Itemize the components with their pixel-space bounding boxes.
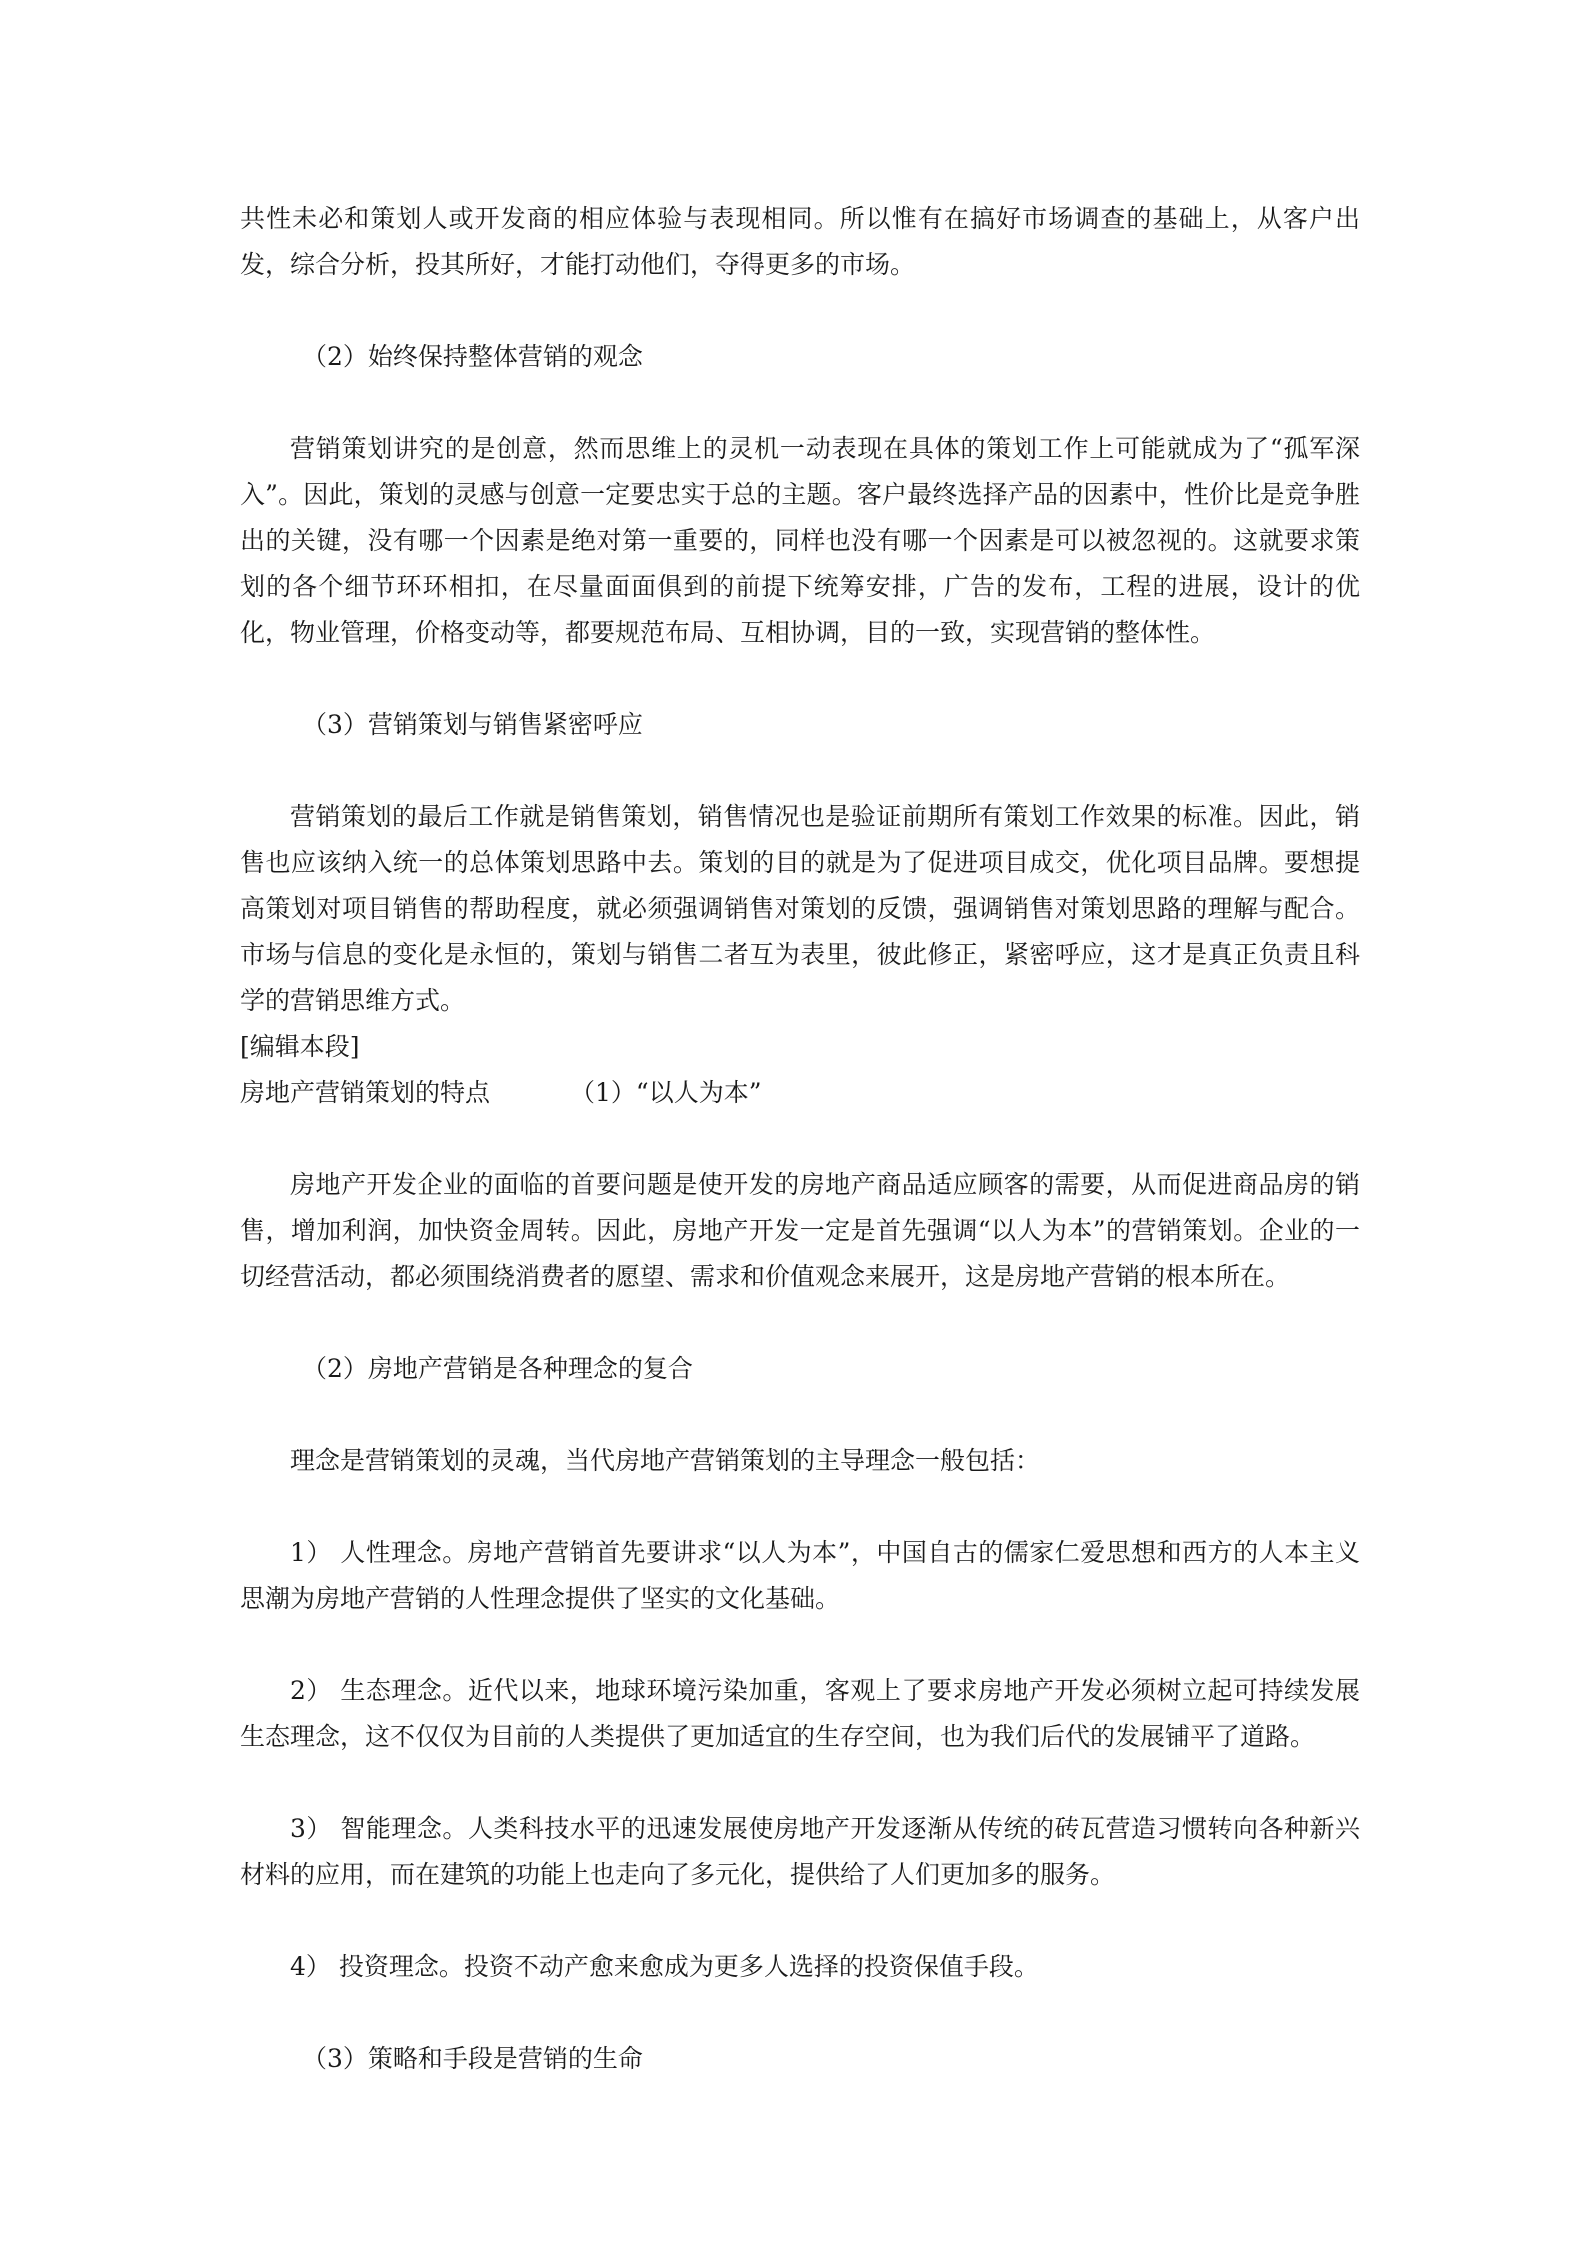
edit-section-link[interactable]: [编辑本段] [240,1032,360,1061]
paragraph-people-oriented: 房地产开发企业的面临的首要问题是使开发的房地产商品适应顾客的需要，从而促进商品房的销售，增加利润，加快资金周转。因此，房地产开发一定是首先强调“以人为本”的营销策划。企业的一切经营活动，都必须围绕消费者的愿望、需求和价值观念来展开，这是房地产营销的根本所在。 [240,1170,1360,1291]
list-item-intelligence-concept: 3） 智能理念。人类科技水平的迅速发展使房地产开发逐渐从传统的砖瓦营造习惯转向各种新兴材料的应用，而在建筑的功能上也走向了多元化，提供给了人们更加多的服务。 [240,1814,1360,1889]
paragraph-sales-coordination: 营销策划的最后工作就是销售策划，销售情况也是验证前期所有策划工作效果的标准。因此，销售也应该纳入统一的总体策划思路中去。策划的目的就是为了促进项目成交，优化项目品牌。要想提高策划对项目销售的帮助程度，就必须强调销售对策划的反馈，强调销售对策划思路的理解与配合。市场与信息的变化是永恒的，策划与销售二者互为表里，彼此修正，紧密呼应，这才是真正负责且科学的营销思维方式。 [240,802,1360,1015]
section-title-line [240,1070,1360,1116]
section-title: 房地产营销策划的特点 [240,1078,491,1107]
paragraph-intro: 共性未必和策划人或开发商的相应体验与表现相同。所以惟有在搞好市场调查的基础上，从客户出发，综合分析，投其所好，才能打动他们，夺得更多的市场。 [240,204,1360,279]
heading-holistic-marketing: （2）始终保持整体营销的观念 [302,342,643,371]
list-item-investment-concept: 4） 投资理念。投资不动产愈来愈成为更多人选择的投资保值手段。 [290,1952,1039,1981]
heading-concepts-composite: （2）房地产营销是各种理念的复合 [302,1354,693,1383]
list-item-ecology-concept: 2） 生态理念。近代以来，地球环境污染加重，客观上了要求房地产开发必须树立起可持续发展生态理念，这不仅仅为目前的人类提供了更加适宜的生存空间，也为我们后代的发展铺平了道路。 [240,1676,1360,1751]
heading-people-oriented: （1）“以人为本” [570,1078,762,1107]
heading-sales-coordination: （3）营销策划与销售紧密呼应 [302,710,643,739]
heading-strategy-means: （3）策略和手段是营销的生命 [302,2044,643,2073]
list-item-humanity-concept: 1） 人性理念。房地产营销首先要讲求“以人为本”，中国自古的儒家仁爱思想和西方的人本主义思潮为房地产营销的人性理念提供了坚实的文化基础。 [240,1538,1360,1613]
paragraph-holistic-marketing: 营销策划讲究的是创意，然而思维上的灵机一动表现在具体的策划工作上可能就成为了“孤军深入”。因此，策划的灵感与创意一定要忠实于总的主题。客户最终选择产品的因素中，性价比是竞争胜出的关键，没有哪一个因素是绝对第一重要的，同样也没有哪一个因素是可以被忽视的。这就要求策划的各个细节环环相扣，在尽量面面俱到的前提下统筹安排，广告的发布，工程的进展，设计的优化，物业管理，价格变动等，都要规范布局、互相协调，目的一致，实现营销的整体性。 [240,434,1360,647]
paragraph-concepts-intro: 理念是营销策划的灵魂，当代房地产营销策划的主导理念一般包括： [290,1446,1041,1475]
document-page [240,196,1360,2082]
